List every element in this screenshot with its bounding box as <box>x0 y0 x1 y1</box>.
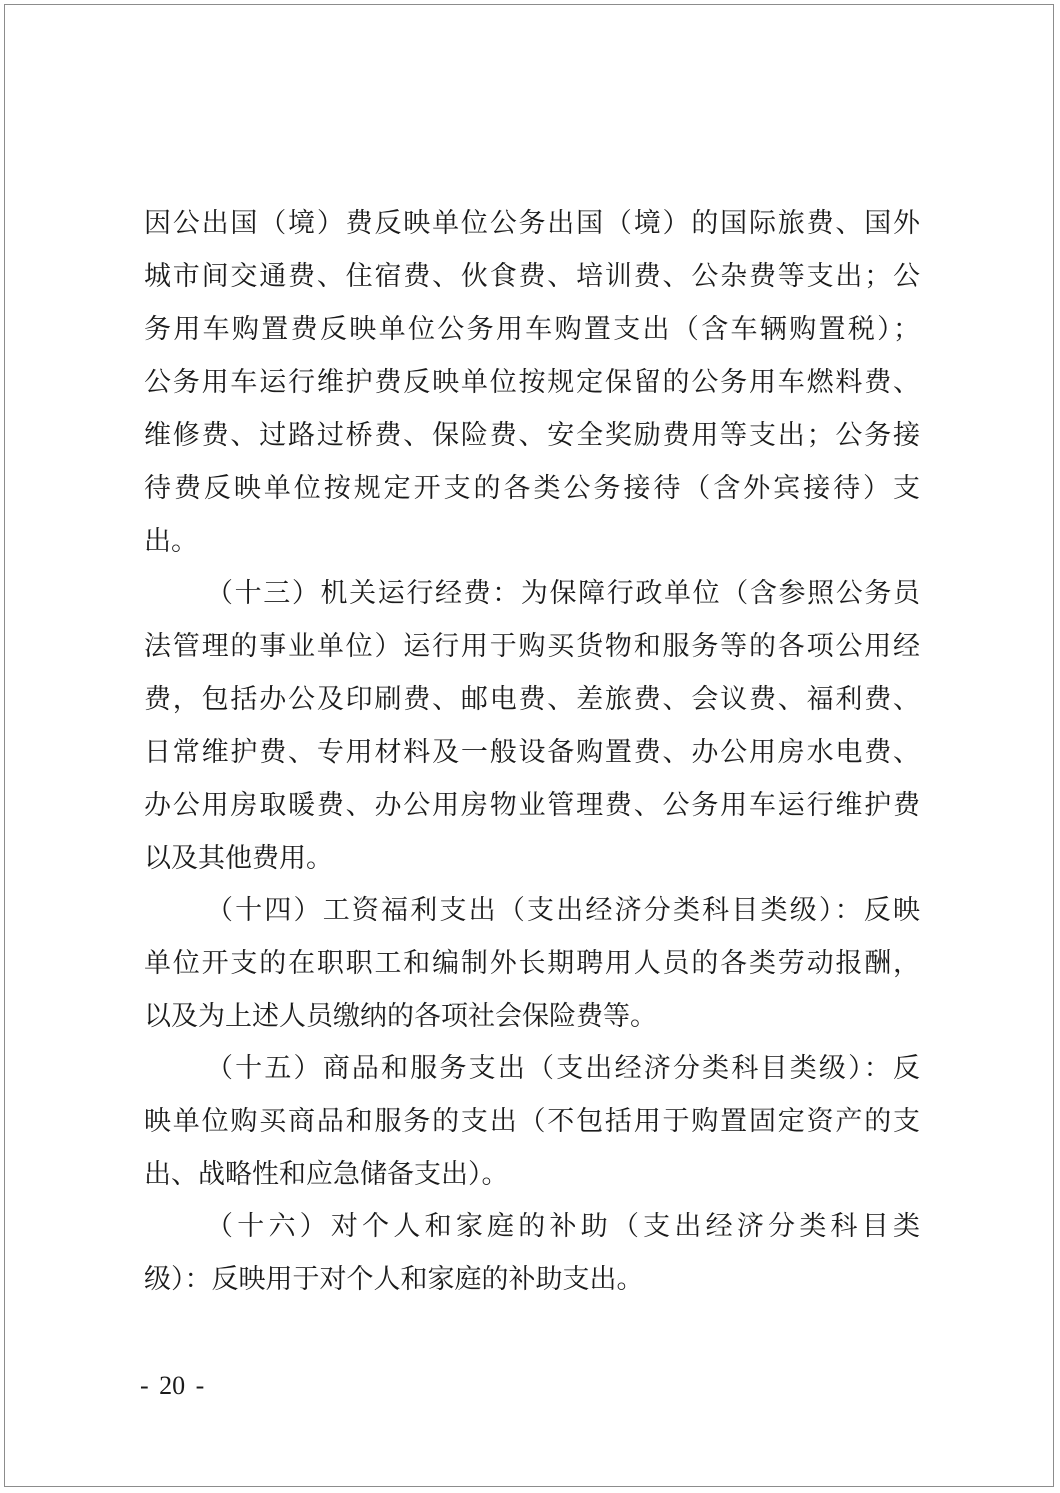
text-line: 出、战略性和应急储备支出）。 <box>144 1159 509 1190</box>
text-line: 法管理的事业单位）运行用于购买货物和服务等的各项公用经 <box>144 631 920 662</box>
text-line: 级）：反映用于对个人和家庭的补助支出。 <box>144 1264 644 1295</box>
text-line: 单位开支的在职职工和编制外长期聘用人员的各类劳动报酬， <box>144 948 920 979</box>
text-line: 因公出国（境）费反映单位公务出国（境）的国际旅费、国外 <box>144 208 920 239</box>
text-line: 日常维护费、专用材料及一般设备购置费、办公用房水电费、 <box>144 737 920 768</box>
text-line: 待费反映单位按规定开支的各类公务接待（含外宾接待）支 <box>144 473 920 504</box>
paragraph-heading-13: （十三）机关运行经费：为保障行政单位（含参照公务员 <box>206 578 920 609</box>
text-line: 办公用房取暖费、办公用房物业管理费、公务用车运行维护费 <box>144 790 920 821</box>
text-line: 维修费、过路过桥费、保险费、安全奖励费用等支出；公务接 <box>144 420 920 451</box>
text-line: 城市间交通费、住宿费、伙食费、培训费、公杂费等支出；公 <box>144 261 920 292</box>
text-line: 映单位购买商品和服务的支出（不包括用于购置固定资产的支 <box>144 1106 920 1137</box>
text-line: 出。 <box>144 526 198 557</box>
text-line: 以及为上述人员缴纳的各项社会保险费等。 <box>144 1001 657 1032</box>
page-number: - 20 - <box>140 1371 205 1400</box>
paragraph-heading-14: （十四）工资福利支出（支出经济分类科目类级）：反映 <box>206 895 920 926</box>
text-line: 务用车购置费反映单位公务用车购置支出（含车辆购置税）； <box>144 314 920 345</box>
paragraph-heading-16: （十六）对个人和家庭的补助（支出经济分类科目类 <box>206 1211 920 1242</box>
paragraph-heading-15: （十五）商品和服务支出（支出经济分类科目类级）：反 <box>206 1053 920 1084</box>
text-line: 费，包括办公及印刷费、邮电费、差旅费、会议费、福利费、 <box>144 684 920 715</box>
text-line: 公务用车运行维护费反映单位按规定保留的公务用车燃料费、 <box>144 367 920 398</box>
text-line: 以及其他费用。 <box>144 843 333 874</box>
